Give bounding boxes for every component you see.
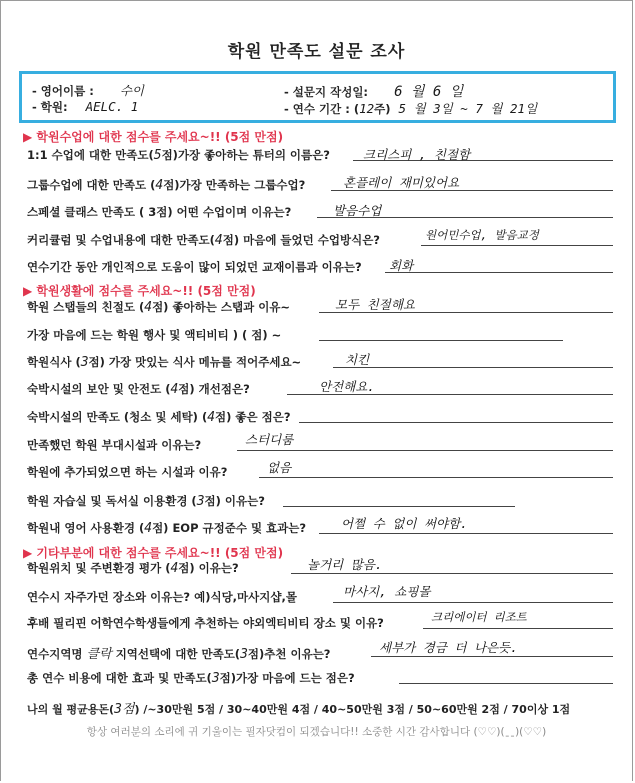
question-3-2 [27, 589, 297, 605]
question-text: 점)가장 좋아하는 튜터의 이름은? [161, 148, 330, 162]
score-value: 3 [196, 494, 205, 509]
english-name-label: - 영어이름 : [32, 84, 94, 98]
question-text: 점) 마음에 들었던 수업방식은? [222, 233, 380, 247]
question-text: 후배 필리핀 어학연수학생들에게 추천하는 야외엑티비티 장소 및 이유? [27, 616, 384, 630]
period-value: 5 월 3일 ~ 7 월 21일 [398, 101, 538, 116]
score-value: 3점 [114, 702, 135, 717]
question-3-1 [27, 560, 239, 576]
answer-field[interactable] [259, 461, 613, 478]
score-value: 4 [207, 410, 216, 425]
score-value: 4 [144, 521, 153, 536]
answer-text: 크리에이터 리조트 [431, 610, 527, 624]
answer-text: 치킨 [345, 352, 370, 367]
answer-text: 회화 [389, 258, 414, 273]
info-box [19, 71, 616, 123]
question-text: 점) 가장 맛있는 식사 메뉴를 적어주세요~ [88, 355, 302, 369]
date-label: - 설문지 작성일: [284, 85, 369, 99]
question-text: 연수기간 동안 개인적으로 도움이 많이 되었던 교재이름과 이유는? [27, 260, 362, 274]
academy-field [32, 99, 138, 115]
score-value: 4 [170, 382, 179, 397]
bottom-bar [1, 753, 632, 781]
question-text: 스페셜 클래스 만족도 ( 3점) 어떤 수업이며 이유는? [27, 205, 292, 219]
question-text: 점) 좋은 점은? [215, 410, 291, 424]
question-text: 점) 이유는? [204, 494, 265, 508]
question-text: 점) EOP 규정준수 및 효과는? [152, 521, 307, 535]
answer-field[interactable] [399, 667, 613, 684]
question-2-4 [27, 381, 250, 397]
question-text: 학원위치 및 주변환경 평가 ( [27, 561, 171, 575]
question-text: 지역선택에 대한 만족도( [115, 647, 241, 661]
english-name-value: 수이 [119, 83, 144, 98]
question-2-2 [27, 327, 281, 343]
answer-text: 어쩔 수 없이 써야함. [341, 516, 468, 531]
english-name-field [32, 81, 144, 99]
question-2-9 [27, 520, 306, 536]
question-2-8 [27, 493, 265, 509]
question-text: 점) 개선점은? [178, 382, 250, 396]
question-text: 커리큘럼 및 수업내용에 대한 만족도( [27, 233, 215, 247]
question-text: 만족했던 학원 부대시설과 이유는? [27, 438, 202, 452]
score-value: 3 [240, 647, 248, 662]
question-text: 학원내 영어 사용환경 ( [27, 521, 145, 535]
answer-field[interactable] [237, 434, 613, 451]
question-1-3 [27, 204, 291, 220]
question-text: 그룹수업에 대한 만족도 ( [27, 178, 156, 192]
question-text: 학원 자습실 및 독서실 이용환경 ( [27, 494, 197, 508]
answer-text: 놀거리 많음. [307, 557, 383, 572]
score-value: 5 [153, 148, 162, 163]
question-3-4 [27, 643, 330, 662]
question-3-6 [27, 698, 570, 717]
question-text: 학원에 추가되었으면 하는 시설과 이유? [27, 465, 228, 479]
answer-text: 모두 친절해요 [335, 297, 415, 312]
question-1-2 [27, 177, 305, 193]
answer-text: 마사지, 쇼핑몰 [343, 584, 431, 599]
section-header-etc: ▶ 기타부분에 대한 점수를 주세요~!! (5점 만점) [23, 546, 284, 560]
answer-field[interactable] [283, 490, 515, 507]
question-2-3 [27, 354, 301, 370]
question-text: 숙박시설의 보안 및 안전도 ( [27, 382, 171, 396]
page-title: 학원 만족도 설문 조사 [227, 42, 406, 62]
question-1-5 [27, 259, 362, 275]
question-text: 1:1 수업에 대한 만족도( [27, 148, 154, 162]
academy-label: - 학원: [32, 100, 68, 114]
question-text: 나의 월 평균용돈( [27, 703, 115, 716]
answer-text: 없음 [267, 460, 292, 475]
answer-field[interactable] [333, 351, 613, 368]
date-value: 6 월 6 일 [394, 84, 464, 100]
question-text: 학원식사 ( [27, 355, 81, 369]
score-value: 4 [170, 561, 179, 576]
section-header-classes: ▶ 학원수업에 대한 점수를 주세요~!! (5점 만점) [23, 130, 284, 144]
question-text: 총 연수 비용에 대한 효과 및 만족도( [27, 671, 212, 685]
question-text: 점)가장 만족하는 그룹수업? [163, 178, 306, 192]
score-value: 4 [144, 300, 153, 315]
answer-text: 발음수업 [333, 203, 382, 218]
region-value: 클락 [86, 647, 112, 662]
question-2-7 [27, 464, 227, 480]
answer-text: 크리스피 , 친절함 [363, 147, 471, 162]
question-text: ) /~30만원 5점 / 30~40만원 4점 / 40~50만원 3점 / 50~60만원 2점 / 70이상 1점 [134, 703, 571, 716]
period-field [284, 99, 537, 117]
score-value: 3 [80, 355, 89, 370]
period-weeks-suffix: 주) [374, 102, 391, 116]
answer-text: 세부가 경금 더 나은듯. [379, 640, 518, 655]
period-weeks: 12 [359, 101, 375, 116]
score-value: 4 [214, 233, 223, 248]
answer-field[interactable] [299, 406, 613, 423]
footer-message: 항상 여러분의 소리에 귀 기울이는 필자닷컴이 되겠습니다!! 소중한 시간 감사합니다 (♡♡)(ˍˍ)(♡♡) [86, 726, 547, 738]
question-text: 점) 이유는? [178, 561, 239, 575]
answer-field[interactable] [385, 256, 613, 273]
question-2-1 [27, 299, 290, 315]
question-2-5 [27, 409, 291, 425]
question-text: 가장 마음에 드는 학원 행사 및 액티비티 ) ( 점) ~ [27, 328, 282, 342]
answer-field[interactable] [319, 324, 563, 341]
period-label: - 연수 기간 : ( [284, 102, 360, 116]
answer-text: 스터디룸 [245, 432, 294, 447]
answer-text: 원어민수업, 발음교정 [425, 228, 539, 242]
question-text: 점)가장 마음에 드는 점은? [219, 671, 355, 685]
question-1-4 [27, 232, 380, 248]
question-text: 점) 좋아하는 스탭과 이유~ [152, 300, 291, 314]
academy-value: AELC. 1 [85, 99, 139, 114]
answer-text: 안전해요. [319, 379, 375, 394]
question-3-5 [27, 670, 355, 686]
section-header-life: ▶ 학원생활에 점수를 주세요~!! (5점 만점) [23, 284, 256, 298]
question-2-6 [27, 437, 201, 453]
question-text: 숙박시설의 만족도 (청소 및 세탁) ( [27, 410, 208, 424]
score-value: 3 [211, 671, 220, 686]
date-field [284, 81, 463, 101]
question-text: 점)추천 이유는? [247, 647, 331, 661]
answer-text: 혼플레이 재미있어요 [343, 175, 460, 190]
question-text: 학원 스탭들의 친절도 ( [27, 300, 145, 314]
question-1-1 [27, 147, 330, 163]
score-value: 4 [155, 178, 164, 193]
question-text: 연수지역명 [27, 647, 83, 661]
question-text: 연수시 자주가던 장소와 이유는? 예)식당,마사지샵,몰 [27, 590, 297, 604]
question-3-3 [27, 615, 384, 631]
